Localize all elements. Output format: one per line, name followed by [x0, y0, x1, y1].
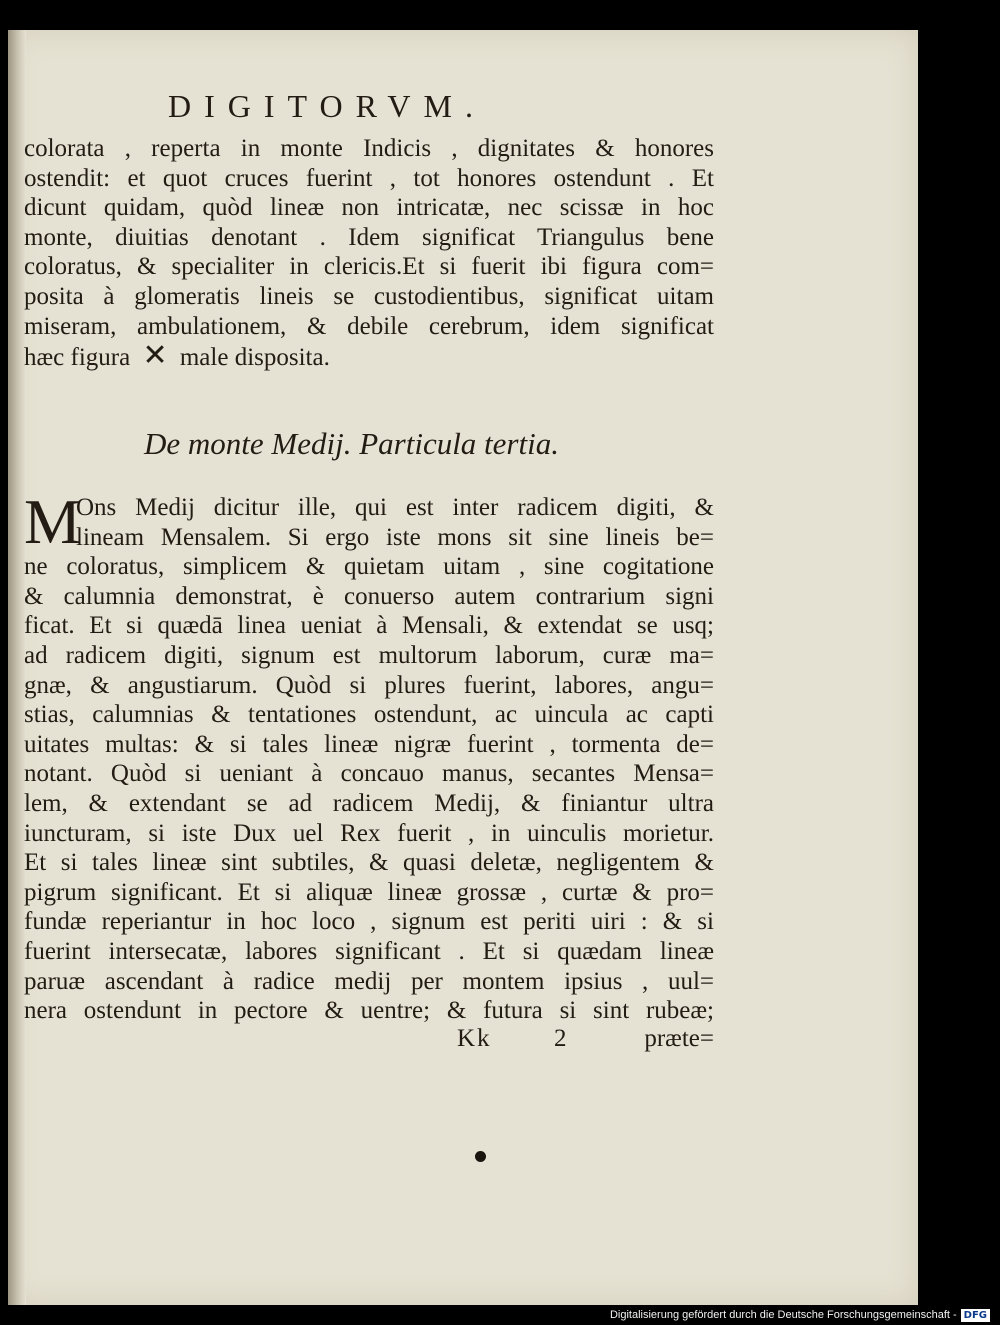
signature-mark: Kk — [457, 1025, 492, 1052]
text-line: ostendit: et quot cruces fuerint , tot honores ostendunt . Et — [24, 164, 714, 192]
page-number: 2 — [554, 1025, 567, 1052]
catchline — [24, 1025, 714, 1057]
footer-text: Digitalisierung gefördert durch die Deutsche Forschungsgemeinschaft - — [609, 1309, 957, 1321]
text-line: miseram, ambulationem, & debile cerebrum, idem significat — [24, 312, 714, 340]
text-line: uitates multas: & si tales lineæ nigræ fuerint , tormenta de= — [24, 730, 714, 758]
text-line: monte, diuitias denotant . Idem significat Triangulus bene — [24, 223, 714, 251]
footer-credit — [610, 1307, 990, 1323]
text-line: fuerint intersecatæ, labores significant . Et si quædam lineæ — [24, 937, 714, 965]
initial-block — [24, 486, 714, 557]
drop-cap: M — [24, 486, 81, 557]
dfg-logo-icon[interactable]: DFG — [961, 1309, 990, 1322]
text-line: lem, & extendant se ad radicem Medij, & finiantur ultra — [24, 789, 714, 817]
text-line: Et si tales lineæ sint subtiles, & quasi deletæ, negligentem & — [24, 849, 714, 877]
text-line: dicunt quidam, quòd lineæ non intricatæ, nec scissæ in hoc — [24, 194, 714, 222]
paragraph-1 — [24, 134, 714, 371]
ink-dot — [475, 1151, 486, 1162]
text-line: nera ostendunt in pectore & uentre; & futura si sint rubeæ; — [24, 997, 714, 1025]
text-line: ad radicem digiti, signum est multorum laborum, curæ ma= — [24, 641, 714, 669]
cross-figure-icon: ✕ — [142, 341, 168, 371]
text-line: iuncturam, si iste Dux uel Rex fuerit , in uinculis morietur. — [24, 819, 714, 847]
text-line — [24, 341, 714, 371]
catchword: præte= — [644, 1025, 714, 1052]
section-heading: De monte Medij. Particula tertia. — [144, 426, 559, 461]
text-fragment: male disposita. — [179, 344, 330, 371]
text-line: ne coloratus, simplicem & quietam uitam , sine cogitatione — [24, 553, 714, 581]
text-line: pigrum significant. Et si aliquæ lineæ grossæ , curtæ & pro= — [24, 878, 714, 906]
text-line: Ons Medij dicitur ille, qui est inter radicem digiti, & — [76, 494, 714, 521]
text-line: posita à glomeratis lineis se custodientibus, significat uitam — [24, 282, 714, 310]
text-line: lineam Mensalem. Si ergo iste mons sit sine lineis be= — [76, 523, 714, 551]
text-line: ficat. Et si quædā linea ueniat à Mensali, & extendat se usq; — [24, 612, 714, 640]
text-fragment: hæc figura — [24, 344, 131, 371]
text-line: stias, calumnias & tentationes ostendunt, ac uincula ac capti — [24, 701, 714, 729]
text-line: & calumnia demonstrat, è conuerso autem contrarium signi — [24, 582, 714, 610]
text-line: gnæ, & angustiarum. Quòd si plures fuerint, labores, angu= — [24, 671, 714, 699]
text-line: fundæ reperiantur in hoc loco , signum est periti uiri : & si — [24, 908, 714, 936]
book-page — [8, 30, 918, 1305]
paragraph-2 — [24, 486, 714, 1026]
text-line: colorata , reperta in monte Indicis , dignitates & honores — [24, 135, 714, 162]
text-line: coloratus, & specialiter in clericis.Et si fuerit ibi figura com= — [24, 253, 714, 281]
text-line: notant. Quòd si ueniant à concauo manus, secantes Mensa= — [24, 760, 714, 788]
text-line: paruæ ascendant à radice medij per montem ipsius , uul= — [24, 967, 714, 995]
running-head: DIGITORVM. — [168, 88, 486, 124]
